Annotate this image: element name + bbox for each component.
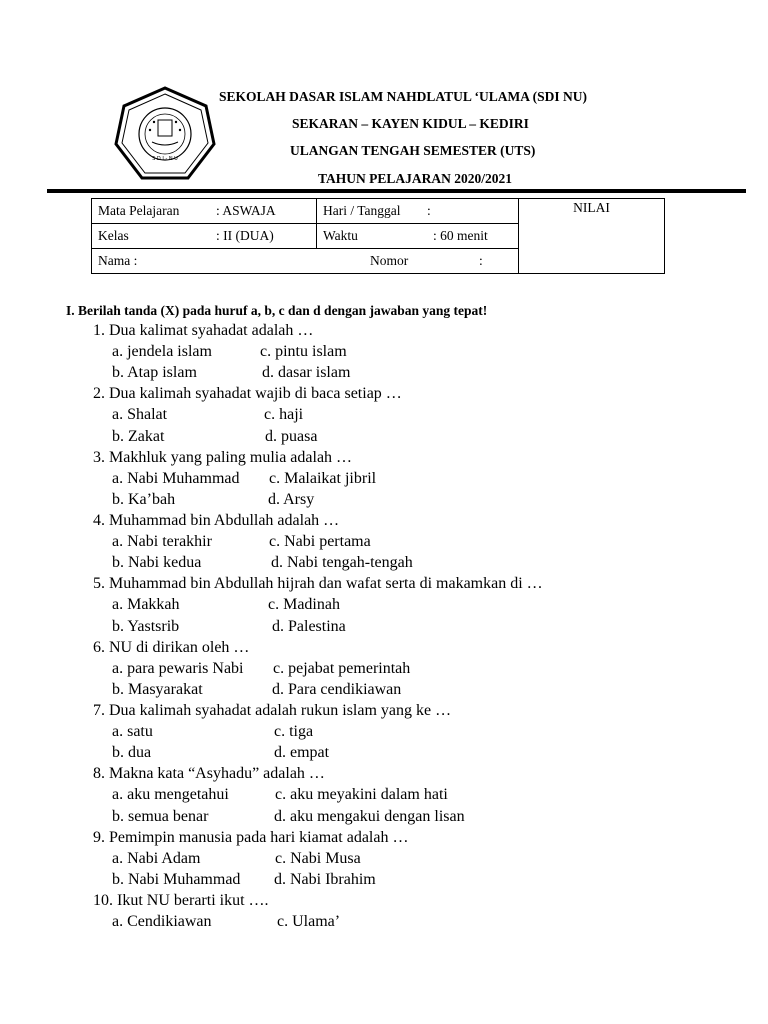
school-emblem-icon: [114, 86, 216, 182]
option-b: b. Zakat: [112, 428, 165, 445]
academic-year: TAHUN PELAJARAN 2020/2021: [318, 171, 513, 186]
option-b: b. Nabi Muhammad: [112, 871, 241, 888]
student-info-table: [91, 198, 665, 274]
option-d: d. dasar islam: [262, 364, 351, 381]
svg-text:S D I - N U: S D I - N U: [152, 156, 178, 162]
option-c: c. Madinah: [268, 596, 340, 613]
option-d: d. Nabi tengah-tengah: [271, 554, 413, 571]
option-b: b. semua benar: [112, 808, 209, 825]
option-a: a. satu: [112, 723, 153, 740]
option-d: d. Palestina: [272, 618, 346, 635]
option-a: a. Shalat: [112, 406, 168, 423]
option-a: a. Cendikiawan: [112, 913, 212, 930]
option-a: a. para pewaris Nabi: [112, 660, 244, 677]
time-cell: Waktu : 60 menit: [317, 224, 519, 249]
header-rule-thick: [47, 189, 746, 193]
score-cell: NILAI: [519, 199, 665, 274]
option-a: a. jendela islam: [112, 343, 212, 360]
option-c: c. Nabi pertama: [269, 533, 371, 550]
option-a: a. aku mengetahui: [112, 786, 229, 803]
option-b: b. Ka’bah: [112, 491, 176, 508]
name-number-cell: Nama : Nomor :: [92, 249, 519, 274]
option-b: b. Masyarakat: [112, 681, 203, 698]
option-d: d. aku mengakui dengan lisan: [274, 808, 465, 825]
option-a: a. Nabi terakhir: [112, 533, 212, 550]
option-c: c. pintu islam: [260, 343, 347, 360]
option-a: a. Nabi Muhammad: [112, 470, 240, 487]
instruction: I. Berilah tanda (X) pada huruf a, b, c dan d dengan jawaban yang tepat!: [66, 303, 488, 318]
option-b: b. dua: [112, 744, 152, 761]
option-d: d. Arsy: [268, 491, 315, 508]
option-b: b. Nabi kedua: [112, 554, 202, 571]
option-c: c. Ulama’: [277, 913, 341, 930]
option-c: c. Malaikat jibril: [269, 470, 377, 487]
option-c: c. tiga: [274, 723, 314, 740]
option-b: b. Yastsrib: [112, 618, 180, 635]
option-d: d. empat: [274, 744, 330, 761]
school-name: SEKOLAH DASAR ISLAM NAHDLATUL ‘ULAMA (SDI NU): [219, 89, 588, 104]
option-c: c. Nabi Musa: [275, 850, 361, 867]
option-a: a. Makkah: [112, 596, 180, 613]
option-c: c. haji: [264, 406, 304, 423]
date-cell: Hari / Tanggal :: [317, 199, 519, 224]
school-address: SEKARAN – KAYEN KIDUL – KEDIRI: [292, 116, 529, 131]
option-d: d. Nabi Ibrahim: [274, 871, 376, 888]
exam-title: ULANGAN TENGAH SEMESTER (UTS): [290, 143, 536, 158]
class-cell: Kelas : II (DUA): [92, 224, 317, 249]
option-a: a. Nabi Adam: [112, 850, 201, 867]
option-c: c. aku meyakini dalam hati: [275, 786, 448, 803]
option-d: d. Para cendikiawan: [272, 681, 402, 698]
option-b: b. Atap islam: [112, 364, 197, 381]
option-d: d. puasa: [265, 428, 318, 445]
subject-cell: Mata Pelajaran : ASWAJA: [92, 199, 317, 224]
option-c: c. pejabat pemerintah: [273, 660, 411, 677]
